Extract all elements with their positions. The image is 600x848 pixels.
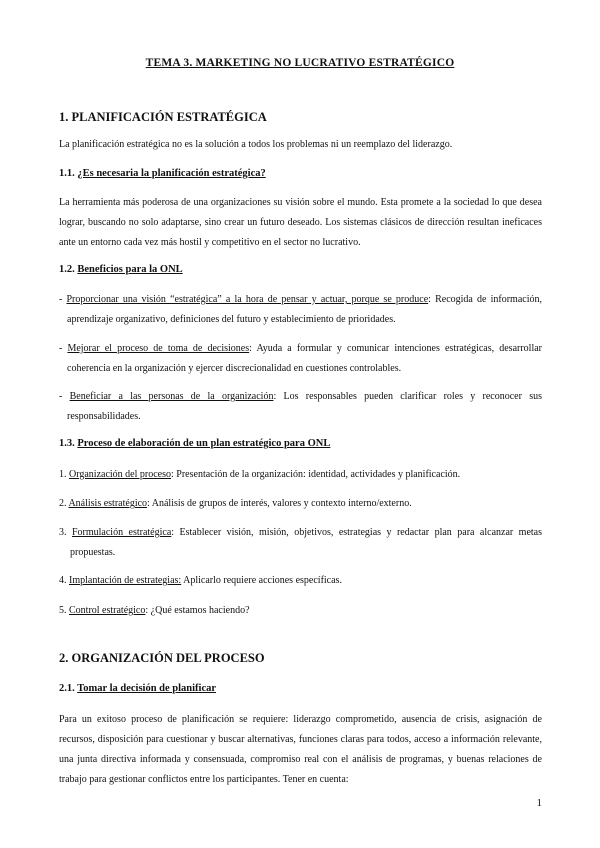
process-step-lead: Análisis estratégico <box>68 498 148 509</box>
subsection-1-3-number: 1.3. <box>59 438 78 449</box>
process-step-text: : Análisis de grupos de interés, valores y contexto interno/externo. <box>147 498 412 509</box>
document-title: TEMA 3. MARKETING NO LUCRATIVO ESTRATÉGICO <box>145 57 455 69</box>
subsection-2-1-heading <box>59 683 216 694</box>
subsection-1-3-heading <box>59 438 330 449</box>
subsection-1-1-heading <box>59 168 266 179</box>
benefit-item-text: : Recogida de información, aprendizaje organizativo, definiciones del futuro y establecimiento de prioridades. <box>67 294 542 325</box>
benefit-item-lead: Beneficiar a las personas de la organización <box>69 391 274 402</box>
benefit-item-lead: Mejorar el proceso de toma de decisiones <box>67 343 250 354</box>
subsection-2-1-title: Tomar la decisión de planificar <box>77 683 217 694</box>
benefit-item: - Proporcionar una visión “estratégica” a la hora de pensar y actuar, porque se produce: Recogida de información, aprendizaje organizativo, definiciones del futuro y establecimiento de prioridades. <box>59 294 542 325</box>
subsection-2-1-number: 2.1. <box>59 683 78 694</box>
process-step: 3. Formulación estratégica: Establecer visión, misión, objetivos, estrategias y redactar plan para alcanzar metas propuestas. <box>59 527 543 558</box>
process-step-text: : Establecer visión, misión, objetivos, estrategias y redactar plan para alcanzar metas propuestas. <box>70 527 543 558</box>
subsection-1-1-title: ¿Es necesaria la planificación estratégica? <box>77 168 266 179</box>
subsection-1-2-heading <box>59 264 183 275</box>
benefit-item: - Beneficiar a las personas de la organización: Los responsables pueden clarificar roles y reconocer sus responsabilidades. <box>59 391 542 422</box>
benefit-item: - Mejorar el proceso de toma de decisiones: Ayuda a formular y comunicar intenciones estratégicas, desarrollar coherencia en la organización y ejercer discrecionalidad en cuestiones controlables. <box>59 343 542 374</box>
process-step-lead: Control estratégico <box>69 605 146 616</box>
process-step: 5. Control estratégico: ¿Qué estamos haciendo? <box>59 605 250 616</box>
process-step: 4. Implantación de estrategias: Aplicarlo requiere acciones específicas. <box>59 575 342 586</box>
section-2-heading: 2. ORGANIZACIÓN DEL PROCESO <box>59 651 265 665</box>
benefit-item-lead: Proporcionar una visión “estratégica” a la hora de pensar y actuar, porque se produce <box>66 294 429 305</box>
process-step-lead: Organización del proceso <box>69 469 171 480</box>
process-step-lead: Formulación estratégica <box>71 527 172 538</box>
subsection-1-2-number: 1.2. <box>59 264 78 275</box>
process-step-text: Aplicarlo requiere acciones específicas. <box>181 575 342 586</box>
process-step-text: : Presentación de la organización: identidad, actividades y planificación. <box>171 469 461 480</box>
section-1-intro: La planificación estratégica no es la solución a todos los problemas ni un reemplazo del liderazgo. <box>59 139 453 150</box>
subsection-1-1-number: 1.1. <box>59 168 78 179</box>
subsection-2-1-paragraph: Para un exitoso proceso de planificación se requiere: liderazgo comprometido, ausencia de crisis, asignación de recursos, disposición para cuestionar y buscar alternativas, funciones claras para todos, acceso a información relevante, una junta directiva informada y consensuada, compromiso real con el análisis de programas, y buenas relaciones de trabajo para gestionar conflictos entre los participantes. Tener en cuenta: <box>59 714 542 785</box>
subsection-1-3-title: Proceso de elaboración de un plan estratégico para ONL <box>77 438 331 449</box>
page-number: 1 <box>536 797 542 809</box>
process-step-text: : ¿Qué estamos haciendo? <box>145 605 250 616</box>
benefit-item-text: : Ayuda a formular y comunicar intenciones estratégicas, desarrollar coherencia en la organización y ejercer discrecionalidad en cuestiones controlables. <box>67 343 542 374</box>
process-step: 1. Organización del proceso: Presentación de la organización: identidad, actividades y planificación. <box>59 469 461 480</box>
subsection-1-2-title: Beneficios para la ONL <box>77 264 183 275</box>
process-step-lead: Implantación de estrategias: <box>69 575 182 586</box>
process-step: 2. Análisis estratégico: Análisis de grupos de interés, valores y contexto interno/externo. <box>59 498 412 509</box>
subsection-1-1-paragraph: La herramienta más poderosa de una organizaciones su visión sobre el mundo. Esta promete a la sociedad lo que desea lograr, buscando no solo adaptarse, sino crear un futuro deseado. Los sistemas clásicos de dirección resultan ineficaces ante un entorno cada vez más hostil y competitivo en el sector no lucrativo. <box>59 197 542 248</box>
benefit-item-text: : Los responsables pueden clarificar roles y reconocer sus responsabilidades. <box>67 391 542 422</box>
section-1-heading: 1. PLANIFICACIÓN ESTRATÉGICA <box>59 110 267 124</box>
